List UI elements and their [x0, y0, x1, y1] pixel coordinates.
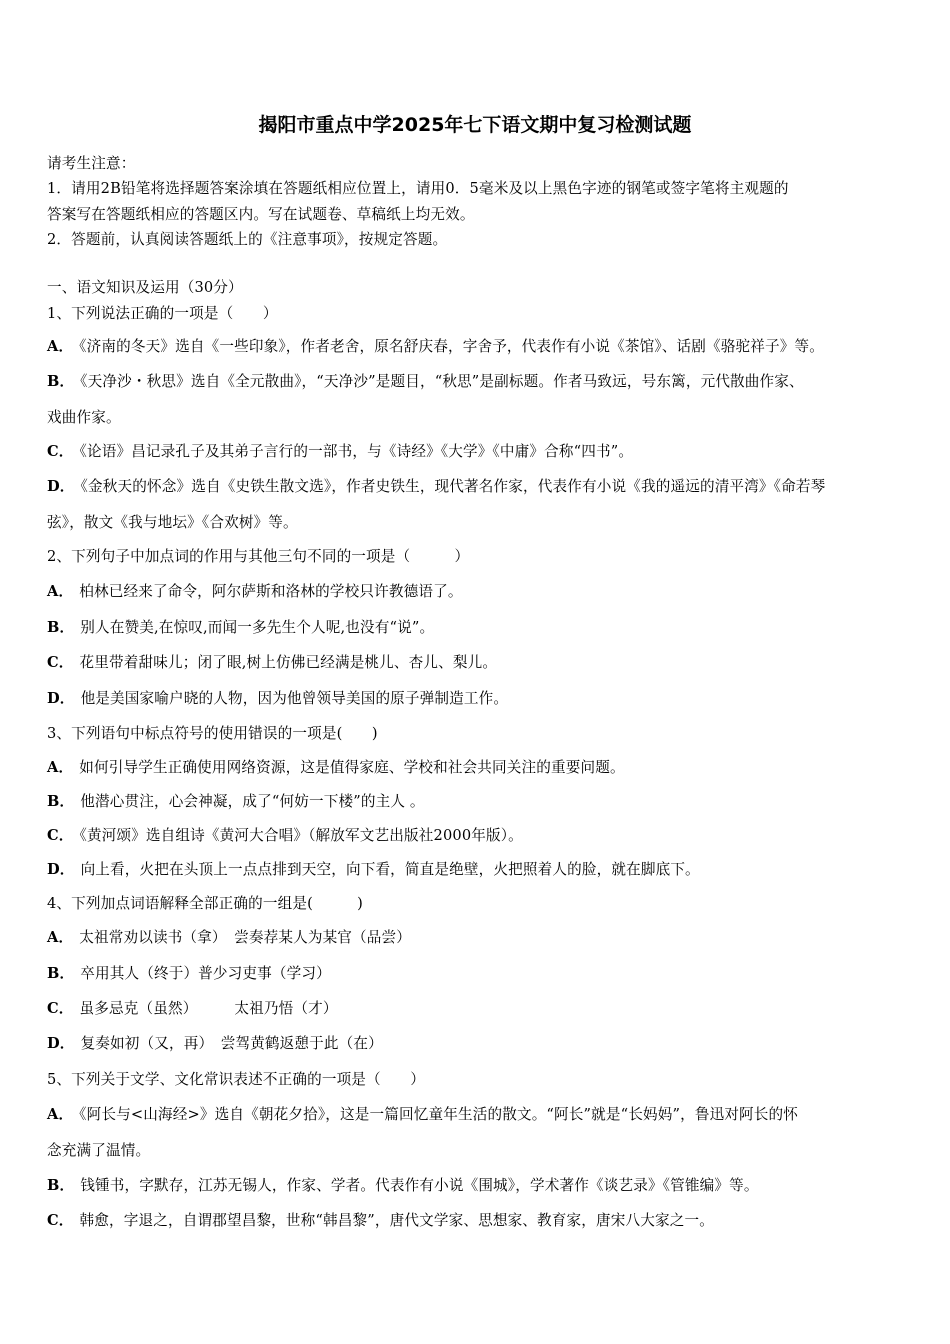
option-text: 复奏如初（又，再） 尝驾黄鹤返憩于此（在） — [80, 1035, 383, 1052]
option-label: A． — [47, 929, 74, 946]
option-label: B． — [47, 373, 75, 390]
option-text: 向上看，火把在头顶上一点点排到天空，向下看，简直是绝壁，火把照着人的脸，就在脚底下。 — [80, 861, 700, 878]
option-label: D． — [47, 478, 75, 495]
option-text: 花里带着甜味儿；闭了眼,树上仿佛已经满是桃儿、杏儿、梨儿。 — [79, 654, 498, 671]
q5-option-a-cont: 念充满了温情。 — [47, 1142, 151, 1159]
section-heading: 一、语文知识及运用（30分） — [47, 279, 243, 296]
q1-option-c — [47, 440, 633, 461]
option-label: A． — [47, 759, 74, 776]
question-stem-5: 5、下列关于文学、文化常识表述不正确的一项是（ ） — [47, 1071, 426, 1088]
q3-option-d — [47, 858, 700, 879]
q2-option-c — [47, 651, 497, 672]
q2-option-a — [47, 580, 463, 601]
option-label: D． — [47, 1035, 75, 1052]
q1-option-a — [47, 335, 824, 356]
question-stem-4: 4、下列加点词语解释全部正确的一组是( ) — [47, 895, 363, 912]
q4-option-a — [47, 926, 411, 947]
option-label: C． — [47, 1000, 74, 1017]
option-text: 韩愈，字退之，自谓郡望昌黎，世称“韩昌黎”，唐代文学家、思想家、教育家，唐宋八大家之一。 — [79, 1212, 714, 1229]
question-stem-2: 2、下列句子中加点词的作用与其他三句不同的一项是（ ） — [47, 548, 470, 565]
option-label: B． — [47, 793, 75, 810]
q4-option-d — [47, 1032, 383, 1053]
option-label: C． — [47, 827, 74, 844]
option-text: 他是美国家喻户晓的人物，因为他曾领导美国的原子弹制造工作。 — [80, 690, 509, 707]
option-text: 他潜心贯注，心会神凝，成了“何妨一下楼”的主人 。 — [80, 793, 425, 810]
option-text: 虽多忌克（虽然） 太祖乃悟（才） — [79, 1000, 338, 1017]
option-label: B． — [47, 1177, 75, 1194]
q4-option-b — [47, 962, 331, 983]
option-text: 《济南的冬天》选自《一些印象》，作者老舍，原名舒庆春，字舍予，代表作有小说《茶馆》、话剧《骆驼祥子》等。 — [79, 338, 824, 355]
option-label: D． — [47, 690, 75, 707]
q1-option-b — [47, 370, 804, 391]
option-label: B． — [47, 619, 75, 636]
notice-heading: 请考生注意： — [47, 155, 136, 172]
q3-option-b — [47, 790, 425, 811]
q1-option-d-cont: 弦》，散文《我与地坛》《合欢树》等。 — [47, 514, 298, 531]
question-stem-3: 3、下列语句中标点符号的使用错误的一项是( ) — [47, 725, 378, 742]
q5-option-c — [47, 1209, 714, 1230]
q3-option-a — [47, 756, 625, 777]
q3-option-c — [47, 824, 523, 845]
q5-option-b — [47, 1174, 759, 1195]
q2-option-d — [47, 687, 508, 708]
option-text: 《黄河颂》选自组诗《黄河大合唱》（解放军文艺出版社2000年版）。 — [79, 827, 523, 844]
option-text: 《天净沙・秋思》选自《全元散曲》，“天净沙”是题目，“秋思”是副标题。作者马致远，号东篱，元代散曲作家、 — [80, 373, 804, 390]
q1-option-b-cont: 戏曲作家。 — [47, 409, 121, 426]
option-text: 柏林已经来了命令，阿尔萨斯和洛林的学校只许教德语了。 — [79, 583, 463, 600]
option-text: 如何引导学生正确使用网络资源，这是值得家庭、学校和社会共同关注的重要问题。 — [79, 759, 625, 776]
notice-line-1b: 答案写在答题纸相应的答题区内。写在试题卷、草稿纸上均无效。 — [47, 206, 475, 223]
option-label: C． — [47, 1212, 74, 1229]
option-text: 卒用其人（终于）普少习吏事（学习） — [80, 965, 331, 982]
option-text: 《论语》昌记录孔子及其弟子言行的一部书，与《诗经》《大学》《中庸》合称“四书”。 — [79, 443, 634, 460]
notice-line-1a: 1．请用2B铅笔将选择题答案涂填在答题纸相应位置上，请用0．5毫米及以上黑色字迹的钢笔或签字笔将主观题的 — [47, 180, 789, 197]
notice-line-2: 2．答题前，认真阅读答题纸上的《注意事项》，按规定答题。 — [47, 231, 448, 248]
option-label: B． — [47, 965, 75, 982]
q2-option-b — [47, 616, 434, 637]
option-text: 别人在赞美,在惊叹,而闻一多先生个人呢,也没有“说”。 — [80, 619, 435, 636]
option-label: A． — [47, 1106, 74, 1123]
question-stem-1: 1、下列说法正确的一项是（ ） — [47, 305, 278, 322]
page-title: 揭阳市重点中学2025年七下语文期中复习检测试题 — [258, 114, 692, 136]
option-label: C． — [47, 654, 74, 671]
option-text: 《金秋天的怀念》选自《史铁生散文选》，作者史铁生，现代著名作家，代表作有小说《我的遥远的清平湾》《命若琴 — [80, 478, 826, 495]
option-label: C． — [47, 443, 74, 460]
q1-option-d — [47, 475, 825, 496]
option-text: 《阿长与<山海经>》选自《朝花夕拾》，这是一篇回忆童年生活的散文。“阿长”就是“长妈妈”，鲁迅对阿长的怀 — [79, 1106, 799, 1123]
option-text: 钱锺书，字默存，江苏无锡人，作家、学者。代表作有小说《围城》，学术著作《谈艺录》《管锥编》等。 — [80, 1177, 759, 1194]
q4-option-c — [47, 997, 338, 1018]
option-label: D． — [47, 861, 75, 878]
option-text: 太祖常劝以读书（拿） 尝奏荐某人为某官（品尝） — [79, 929, 412, 946]
option-label: A． — [47, 338, 74, 355]
option-label: A． — [47, 583, 74, 600]
q5-option-a — [47, 1103, 798, 1124]
